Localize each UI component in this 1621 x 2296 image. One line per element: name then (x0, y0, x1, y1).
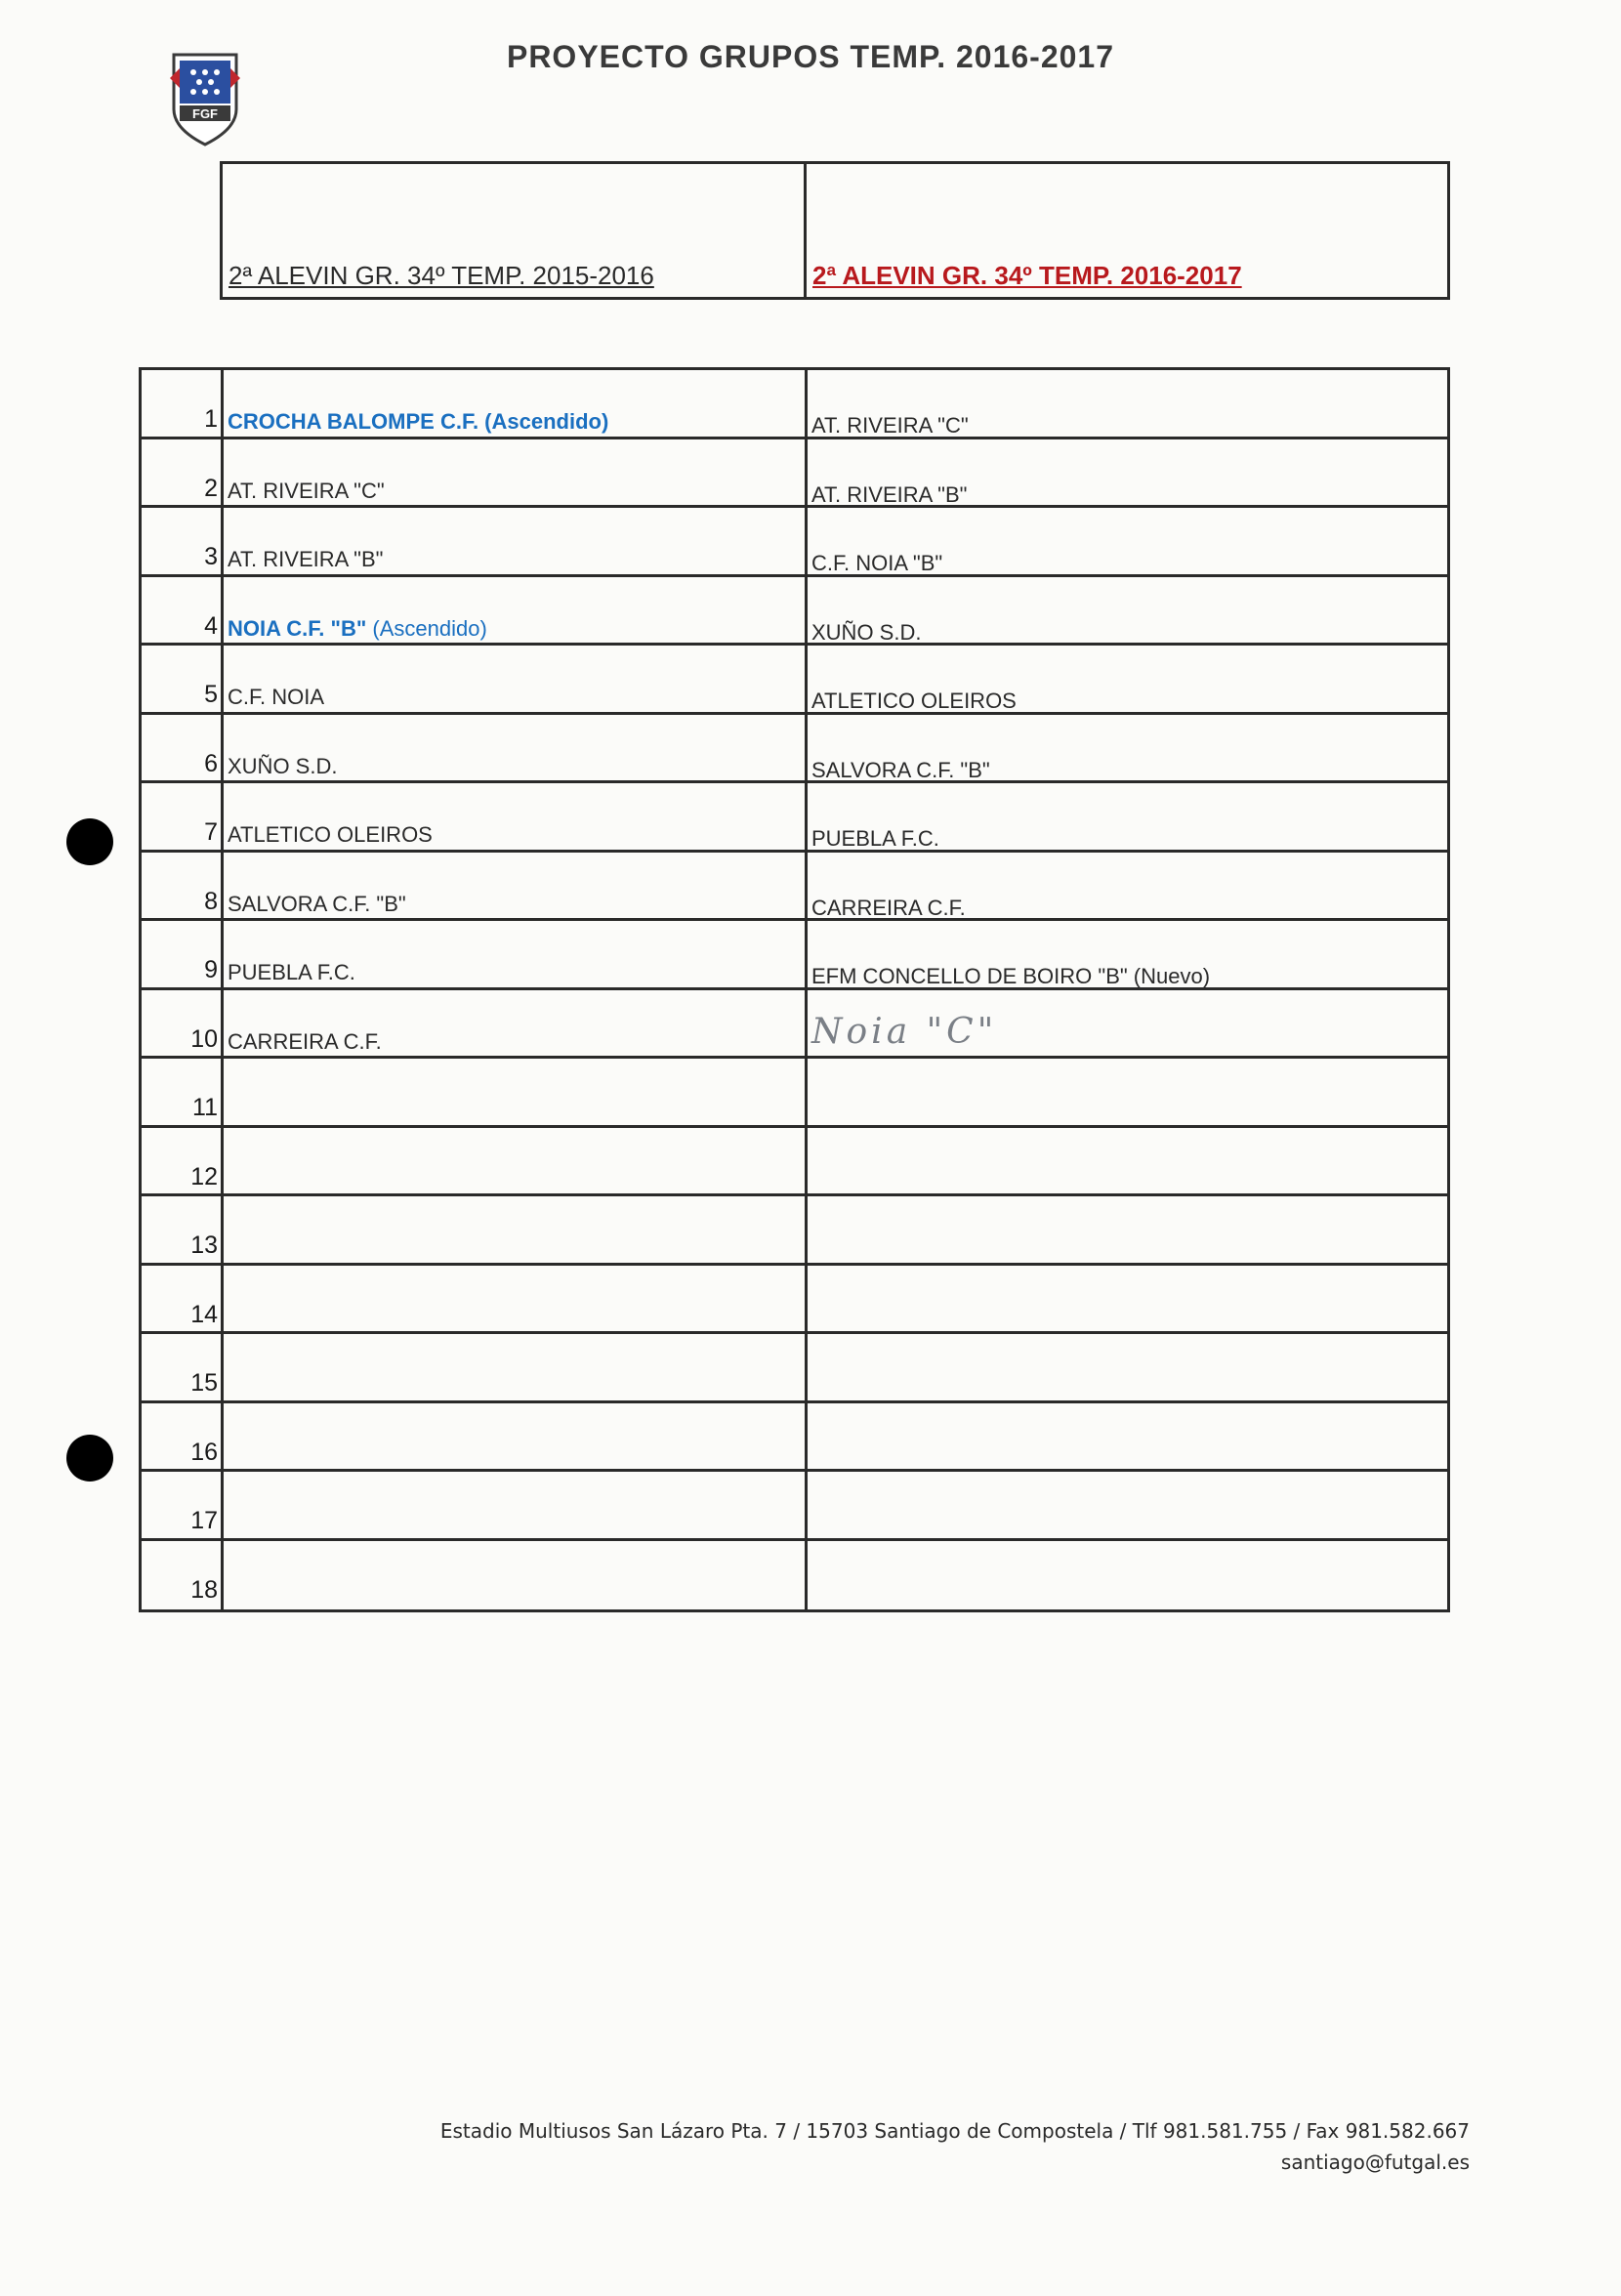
old-team-cell: AT. RIVEIRA "C" (224, 439, 808, 506)
old-team-cell: ATLETICO OLEIROS (224, 783, 808, 850)
table-row (142, 1196, 1447, 1266)
new-team-cell: PUEBLA F.C. (811, 826, 939, 851)
row-number: 13 (142, 1196, 224, 1263)
row-number: 12 (142, 1128, 224, 1194)
row-number: 1 (142, 370, 224, 437)
old-team-cell (224, 1403, 808, 1470)
old-team-cell (224, 1128, 808, 1194)
new-team-cell: CARREIRA C.F. (811, 895, 966, 920)
table-row (142, 1472, 1447, 1541)
old-team-cell: CARREIRA C.F. (224, 990, 808, 1057)
old-team-cell: XUÑO S.D. (224, 715, 808, 781)
teams-table (139, 367, 1450, 1612)
old-team-cell (224, 1059, 808, 1125)
document-title: PROYECTO GRUPOS TEMP. 2016-2017 (506, 39, 1115, 74)
new-team-cell (808, 1334, 1447, 1400)
table-row (142, 577, 1447, 647)
table-row (142, 439, 1447, 509)
new-team-cell: EFM CONCELLO DE BOIRO "B" (Nuevo) (811, 964, 1211, 988)
old-team-name: NOIA C.F. "B" (228, 615, 367, 641)
new-team-cell (808, 1059, 1447, 1125)
table-row (142, 1059, 1447, 1128)
row-number: 15 (142, 1334, 224, 1400)
footer-address: Estadio Multiusos San Lázaro Pta. 7 / 15703 Santiago de Compostela / Tlf 981.581.755 / Fax 981.582.667 (439, 2119, 1470, 2143)
new-team-cell (808, 1128, 1447, 1194)
row-number: 3 (142, 508, 224, 574)
old-team-name: CROCHA BALOMPE C.F. (Ascendido) (228, 409, 609, 434)
old-team-cell (224, 1266, 808, 1332)
old-team-note: (Ascendido) (366, 615, 487, 641)
table-row (142, 1334, 1447, 1403)
table-row (142, 508, 1447, 577)
new-team-cell (808, 1196, 1447, 1263)
old-team-cell: PUEBLA F.C. (224, 921, 808, 987)
row-number: 7 (142, 783, 224, 850)
row-number: 5 (142, 646, 224, 712)
table-row (142, 921, 1447, 990)
table-row (142, 1266, 1447, 1335)
row-number: 2 (142, 439, 224, 506)
old-team-cell: SALVORA C.F. "B" (224, 853, 808, 919)
new-season-cell (807, 164, 1447, 297)
old-team-cell (224, 1196, 808, 1263)
table-row (142, 1541, 1447, 1610)
old-team-cell: C.F. NOIA (224, 646, 808, 712)
logo-text: FGF (192, 106, 218, 121)
row-number: 17 (142, 1472, 224, 1538)
table-row (142, 646, 1447, 715)
new-team-cell: ATLETICO OLEIROS (811, 689, 1017, 713)
old-team-cell (224, 1472, 808, 1538)
season-header-table (220, 161, 1450, 300)
old-team-cell (224, 1334, 808, 1400)
row-number: 14 (142, 1266, 224, 1332)
new-team-cell (808, 1403, 1447, 1470)
table-row (142, 853, 1447, 922)
row-number: 4 (142, 577, 224, 644)
new-team-cell (808, 1472, 1447, 1538)
new-season-label: 2ª ALEVIN GR. 34º TEMP. 2016-2017 (812, 261, 1242, 290)
new-team-cell (808, 1266, 1447, 1332)
table-row (142, 715, 1447, 784)
handwritten-team-entry: Noia "C" (811, 1011, 998, 1052)
new-team-cell: AT. RIVEIRA "C" (811, 413, 969, 438)
old-season-label: 2ª ALEVIN GR. 34º TEMP. 2015-2016 (229, 261, 654, 290)
new-team-cell: XUÑO S.D. (811, 619, 922, 645)
old-team-cell (224, 1541, 808, 1610)
row-number: 8 (142, 853, 224, 919)
old-team-cell: AT. RIVEIRA "B" (224, 508, 808, 574)
row-number: 18 (142, 1541, 224, 1610)
old-season-cell (223, 164, 807, 297)
table-row (142, 783, 1447, 853)
row-number: 11 (142, 1059, 224, 1125)
new-team-cell: AT. RIVEIRA "B" (811, 481, 968, 507)
old-team-cell (224, 577, 808, 644)
table-row (142, 1128, 1447, 1197)
row-number: 6 (142, 715, 224, 781)
footer-email: santiago@futgal.es (1280, 2150, 1470, 2174)
table-row (142, 990, 1447, 1060)
new-team-cell: SALVORA C.F. "B" (811, 757, 990, 782)
punch-hole (66, 1435, 113, 1482)
table-row (142, 370, 1447, 439)
table-row (142, 1403, 1447, 1473)
new-team-cell (808, 1541, 1447, 1610)
new-team-cell: C.F. NOIA "B" (811, 551, 943, 575)
row-number: 10 (142, 990, 224, 1057)
row-number: 16 (142, 1403, 224, 1470)
old-team-cell (224, 370, 808, 437)
row-number: 9 (142, 921, 224, 987)
punch-hole (66, 818, 113, 865)
